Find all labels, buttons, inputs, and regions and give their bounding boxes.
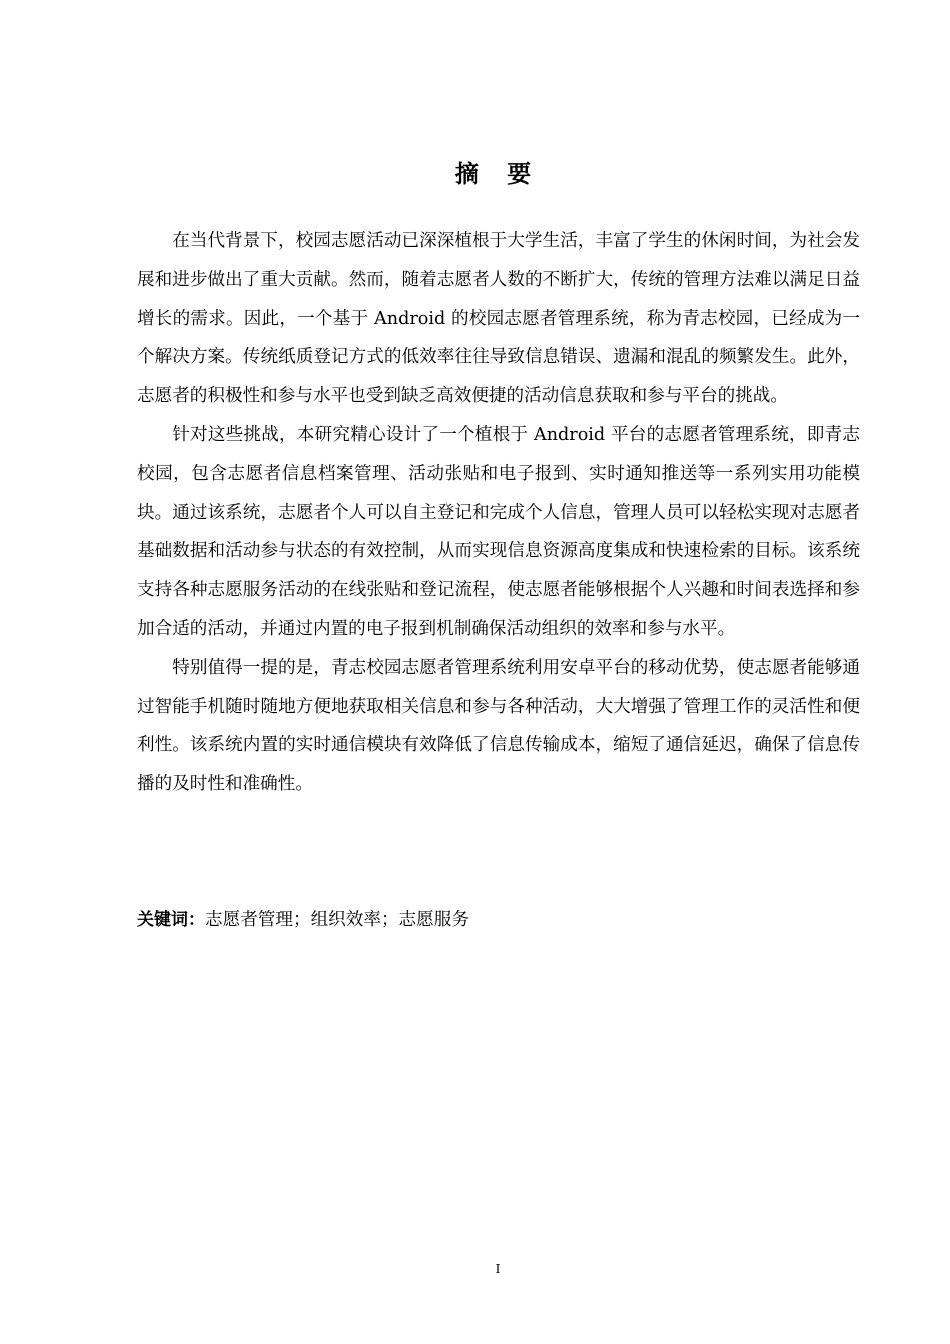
abstract-title: 摘 要 [454, 160, 542, 188]
abstract-paragraph-1: 在当代背景下，校园志愿活动已深深植根于大学生活，丰富了学生的休闲时间，为社会发展和进步做出了重大贡献。然而，随着志愿者人数的不断扩大，传统的管理方法难以满足日益增长的需求。因此，一个基于 Android 的校园志愿者管理系统，称为青志校园，已经成为一个解决方案。传统纸质登记方式的低效率往往导致信息错误、遗漏和混乱的频繁发生。此外，志愿者的积极性和参与水平也受到缺乏高效便捷的活动信息获取和参与平台的挑战。 [137, 231, 860, 407]
keywords-label: 关键词： [137, 910, 205, 930]
abstract-paragraph-3: 特别值得一提的是，青志校园志愿者管理系统利用安卓平台的移动优势，使志愿者能够通过智能手机随时随地方便地获取相关信息和参与各种活动，大大增强了管理工作的灵活性和便利性。该系统内置的实时通信模块有效降低了信息传输成本，缩短了通信延迟，确保了信息传播的及时性和准确性。 [137, 657, 860, 795]
abstract-paragraph-2: 针对这些挑战，本研究精心设计了一个植根于 Android 平台的志愿者管理系统，即青志校园，包含志愿者信息档案管理、活动张贴和电子报到、实时通知推送等一系列实用功能模块。通过该系统，志愿者个人可以自主登记和完成个人信息，管理人员可以轻松实现对志愿者基础数据和活动参与状态的有效控制，从而实现信息资源高度集成和快速检索的目标。该系统支持各种志愿服务活动的在线张贴和登记流程，使志愿者能够根据个人兴趣和时间表选择和参加合适的活动，并通过内置的电子报到机制确保活动组织的效率和参与水平。 [137, 424, 860, 639]
keywords-text: 志愿者管理；组织效率；志愿服务 [205, 910, 469, 930]
keywords-line [137, 904, 860, 936]
abstract-body [137, 222, 860, 804]
page-number: I [495, 1262, 501, 1276]
